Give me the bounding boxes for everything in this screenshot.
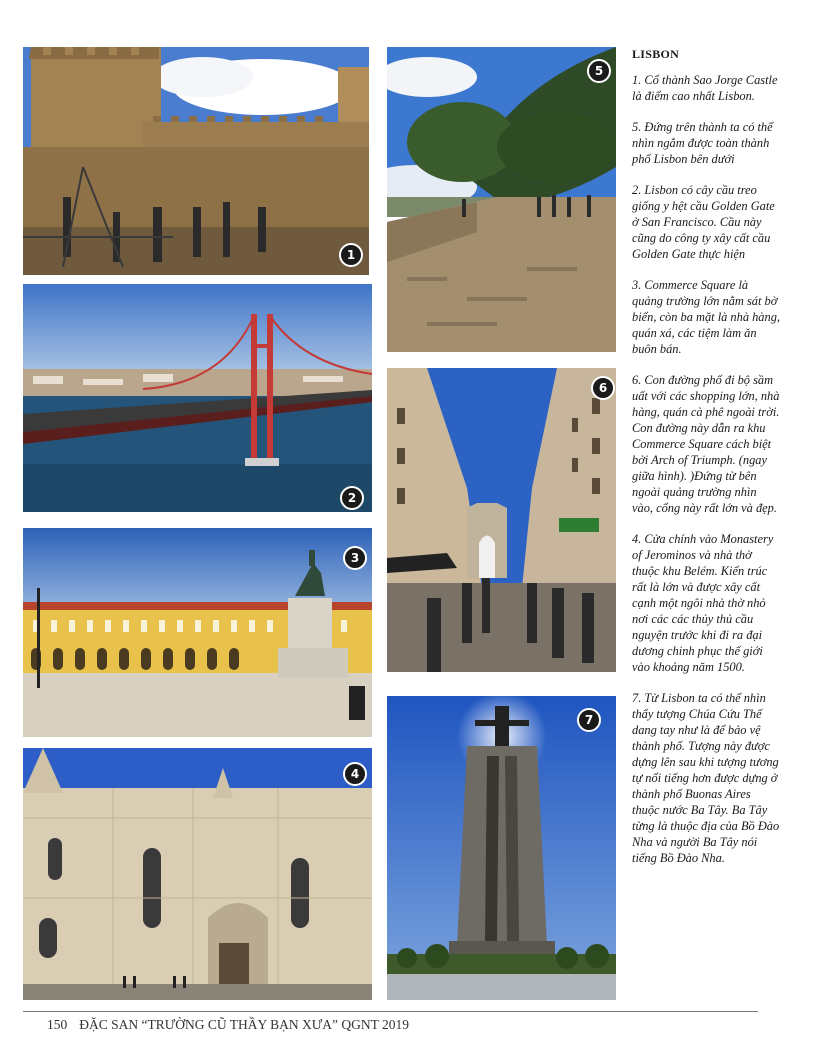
page-number: 150: [47, 1017, 68, 1032]
caption-5: 5. Đứng trên thành ta có thể nhìn ngắm được toàn thành phố Lisbon bên dưới: [632, 120, 773, 166]
caption-2: 2. Lisbon có cây cầu treo giống y hệt cầu Golden Gate ở San Francisco. Cầu này cũng do công ty xây cất cầu Golden Gate thực hiện: [632, 183, 775, 261]
caption-3: 3. Commerce Square là quảng trường lớn nằm sát bờ biển, còn ba mặt là nhà hàng, quán xá, các tiệm làm ăn buôn bán.: [632, 278, 780, 356]
badge-1: 1: [339, 243, 363, 267]
photo-commerce-square: [23, 528, 372, 737]
footer-divider: [23, 1011, 758, 1012]
caption-column: [632, 47, 780, 881]
badge-3: 3: [343, 546, 367, 570]
photo-monastery: [23, 748, 372, 1000]
caption-6: 6. Con đường phố đi bộ sầm uất với các shopping lớn, nhà hàng, quán cà phê ngoài trời. Con đường này dẫn ra khu Commerce Square cách biệt bởi Arch of Triumph. (ngay giữa hình). )Đứng từ bên ngoài quảng trường nhìn vào, cổng này rất lớn và đẹp.: [632, 373, 780, 515]
badge-7: 7: [577, 708, 601, 732]
badge-4: 4: [343, 762, 367, 786]
photo-christ-statue: [387, 696, 616, 1000]
badge-2: 2: [340, 486, 364, 510]
caption-4: 4. Cửa chính vào Monastery of Jerominos và nhà thờ thuộc khu Belém. Kiến trúc rất là lớn và được xây cất cạnh một ngôi nhà thờ nhỏ nơi các các thủy thủ cầu nguyện trước khi đi ra đại dương chinh phục thế giới vào khoảng năm 1500.: [632, 532, 774, 674]
section-heading: LISBON: [632, 47, 680, 61]
photo-bridge: [23, 284, 372, 512]
photo-castle-view: [387, 47, 616, 352]
caption-7: 7. Từ Lisbon ta có thể nhìn thấy tượng Chúa Cứu Thế dang tay như là để bảo vệ thành phố. Tượng này được dựng lên sau khi tượng tương tự nổi tiếng hơn được dựng ở thành phố Buonas Aires thuộc nước Ba Tây. Ba Tây từng là thuộc địa của Bồ Đào Nha và người Ba Tây nói tiếng Bồ Đào Nha.: [632, 691, 780, 865]
badge-6: 6: [591, 376, 615, 400]
photo-castle: [23, 47, 369, 275]
photo-pedestrian-street: [387, 368, 616, 672]
publication-title: ĐẶC SAN “TRƯỜNG CŨ THẦY BẠN XƯA” QGNT 2019: [79, 1017, 409, 1032]
badge-5: 5: [587, 59, 611, 83]
footer: [47, 1017, 409, 1033]
caption-1: 1. Cổ thành Sao Jorge Castle là điểm cao nhất Lisbon.: [632, 73, 778, 103]
